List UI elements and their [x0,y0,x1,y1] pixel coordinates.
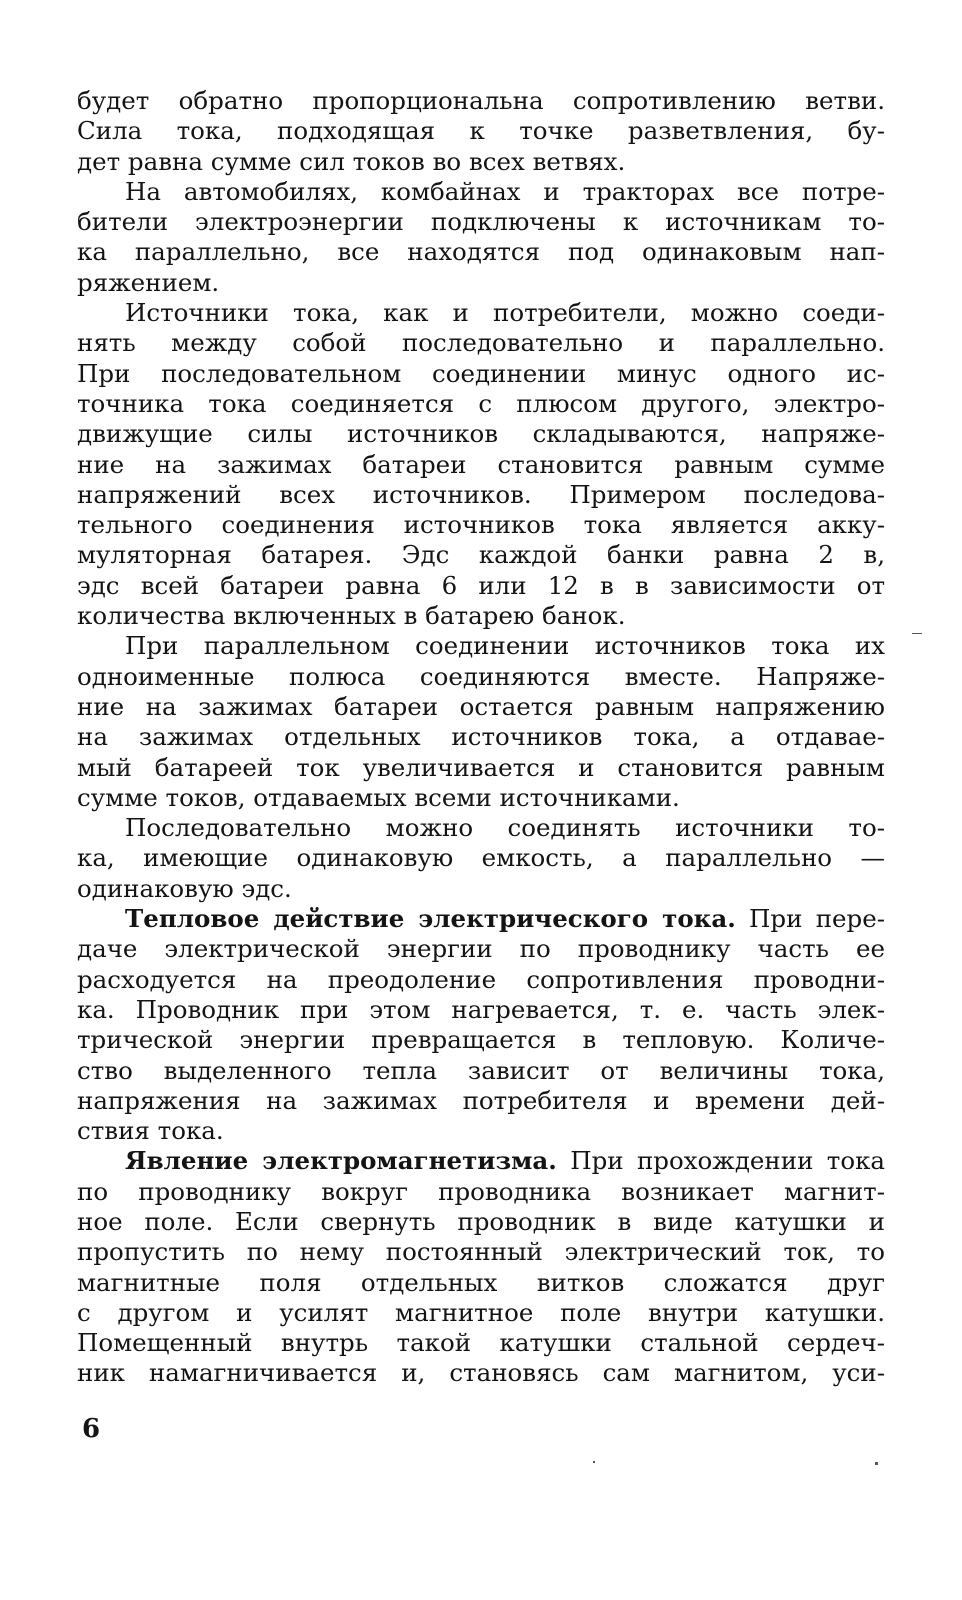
text-line: ник намагничивается и, становясь сам магнитом, уси- [77,1358,885,1388]
section-heading-electromagnetism: Явление электромагнетизма. [125,1146,557,1176]
text-line: ка параллельно, все находятся под одинаковым нап- [77,237,885,267]
scan-speck [912,633,922,634]
section-heading-thermal-effect: Тепловое действие электрического тока. [125,904,736,934]
paragraph [77,813,885,904]
text-line: количества включенных в батарею банок. [77,601,626,631]
text-line: движущие силы источников складываются, напряже- [77,419,885,449]
text-line: магнитные поля отдельных витков сложатся друг [77,1267,885,1297]
text-line: бители электроэнергии подключены к источникам то- [77,207,885,237]
text-line: ное поле. Если свернуть проводник в виде катушки и [77,1206,885,1236]
text-line: точника тока соединяется с плюсом другого, электро- [77,388,885,418]
text-line: трической энергии превращается в тепловую. Количе- [77,1025,885,1055]
paragraph-electromagnetism [77,1146,885,1388]
text-line: ние на зажимах батареи становится равным сумме [77,449,885,479]
text-line: При параллельном соединении источников тока их [125,631,885,661]
text-line: по проводнику вокруг проводника возникает магнит- [77,1176,885,1206]
text-line: ние на зажимах батареи остается равным напряжению [77,691,885,721]
paragraph-thermal-effect [77,904,885,1146]
text-line: Сила тока, подходящая к точке разветвления, бу- [77,116,885,146]
text-line: При последовательном соединении минус одного ис- [77,358,885,388]
text-line: дет равна сумме сил токов во всех ветвях. [77,146,626,176]
text-line: пропустить по нему постоянный электрический ток, то [77,1237,885,1267]
text-line: Последовательно можно соединять источники то- [125,813,885,843]
text-line: ствия тока. [77,1116,224,1146]
text-line [77,904,885,934]
text-line: будет обратно пропорциональна сопротивлению ветви. [77,86,885,115]
text-line: с другом и усилят магнитное поле внутри катушки. [77,1297,885,1327]
text-line: на зажимах отдельных источников тока, а отдавае- [77,722,885,752]
text-run: При пере- [735,904,885,934]
page-number: 6 [82,1414,101,1444]
text-line: ка, имеющие одинаковую емкость, а параллельно — [77,843,885,873]
text-line: эдс всей батареи равна 6 или 12 в в зависимости от [77,570,885,600]
text-run: При прохождении тока [556,1146,886,1176]
scan-speck [593,1461,595,1463]
text-line: одинаковую эдс. [77,873,292,903]
text-line: муляторная батарея. Эдс каждой банки равна 2 в, [77,540,885,570]
text-line: напряжений всех источников. Примером последова- [77,479,885,509]
text-line: На автомобилях, комбайнах и тракторах все потре- [125,176,885,206]
text-line: Источники тока, как и потребители, можно соеди- [125,298,885,328]
text-line: нять между собой последовательно и параллельно. [77,328,885,358]
paragraph [77,631,885,813]
paragraph [77,177,885,298]
text-line: даче электрической энергии по проводнику часть ее [77,934,885,964]
text-line: напряжения на зажимах потребителя и времени дей- [77,1085,885,1115]
text-line: мый батареей ток увеличивается и становится равным [77,752,885,782]
text-line: ряжением. [77,267,220,297]
paragraph [77,86,885,177]
paragraph [77,298,885,631]
text-line: ство выделенного тепла зависит от величины тока, [77,1055,885,1085]
text-line [77,1146,885,1176]
text-line: одноименные полюса соединяются вместе. Напряже- [77,661,885,691]
text-line: Помещенный внутрь такой катушки стальной сердеч- [77,1328,885,1358]
scan-speck [875,1462,878,1465]
body-text [77,86,885,1389]
text-line: расходуется на преодоление сопротивления проводни- [77,964,885,994]
text-line: тельного соединения источников тока является акку- [77,510,885,540]
text-line: ка. Проводник при этом нагревается, т. е. часть элек- [77,994,885,1024]
text-line: сумме токов, отдаваемых всеми источниками. [77,782,680,812]
